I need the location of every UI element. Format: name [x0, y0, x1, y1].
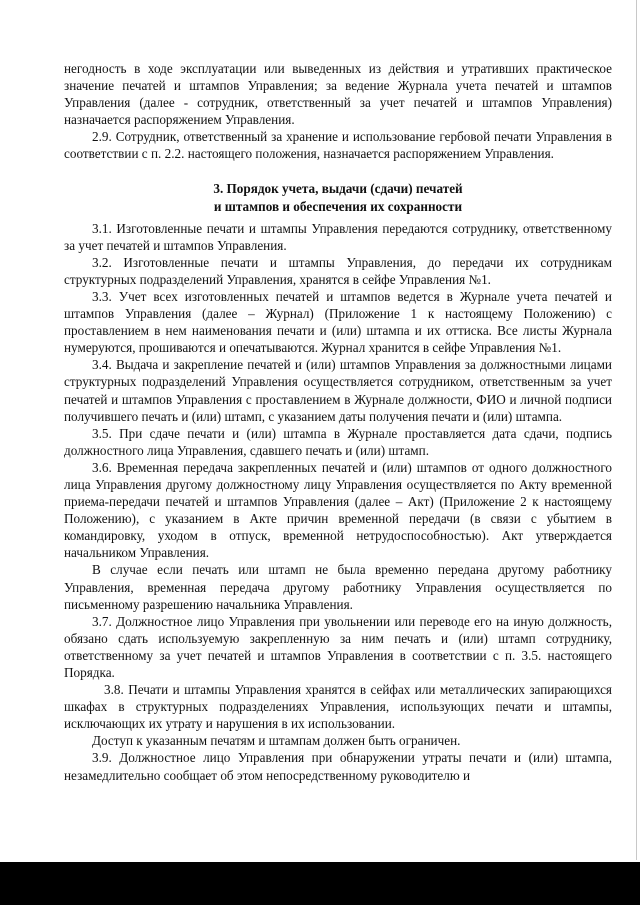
paragraph-3-6: 3.6. Временная передача закрепленных печатей и (или) штампов от одного должностного лица Управления другому должностному лицу Управления осуществляется по Акту временной приема-передачи печатей и штампов Управления (далее – Акт) (Приложение 2 к настоящему Положению), с указанием в Акте причин временной передачи (в связи с убытием в командировку, уходом в отпуск, временной нетрудоспособностью). Акт утверждается начальником Управления.: [64, 459, 612, 561]
paragraph-3-4: 3.4. Выдача и закрепление печатей и (или) штампов Управления за должностными лицами структурных подразделений Управления осуществляется сотрудником, ответственным за учет печатей и штампов Управления с проставлением в Журнале должности, ФИО и личной подписи получившего печать и (или) штамп, с указанием даты получения печати и (или) штампа.: [64, 357, 612, 424]
paragraph-3-7: 3.7. Должностное лицо Управления при увольнении или переводе его на иную должность, обязано сдать используемую закрепленную за ним печать и (или) штамп сотруднику, ответственному за учет печатей и штампов Управления в соответствии с п. 3.5. настоящего Порядка.: [64, 613, 612, 680]
scan-edge-line: [636, 0, 637, 860]
paragraph-3-9: 3.9. Должностное лицо Управления при обнаружении утраты печати и (или) штампа, незамедлительно сообщает об этом непосредственному руководителю и: [64, 750, 612, 783]
paragraph-3-8: 3.8. Печати и штампы Управления хранятся в сейфах или металлических запирающихся шкафах в структурных подразделениях Управления, использующих печати и штампы, исключающих их утрату и нарушения в их использовании.: [64, 682, 612, 732]
section-heading: [64, 180, 612, 216]
section-heading-line1: 3. Порядок учета, выдачи (сдачи) печатей: [213, 180, 463, 196]
paragraph-3-5: 3.5. При сдаче печати и (или) штампа в Журнале проставляется дата сдачи, подпись должностного лица Управления, сдавшего печать и (или) штамп.: [64, 425, 612, 458]
paragraph-access: Доступ к указанным печатям и штампам должен быть ограничен.: [92, 733, 461, 749]
section-heading-line2: и штампов и обеспечения их сохранности: [213, 198, 463, 214]
document-body: [64, 60, 612, 784]
paragraph-3-2: 3.2. Изготовленные печати и штампы Управления, до передачи их сотрудникам структурных подразделений Управления, хранятся в сейфе Управления №1.: [64, 254, 612, 287]
paragraph-3-3: 3.3. Учет всех изготовленных печатей и штампов ведется в Журнале учета печатей и штампов Управления (далее – Журнал) (Приложение 1 к настоящему Положению) с проставлением в нем наименования печати и (или) штампа и их оттиска. Все листы Журнала нумеруются, прошиваются и опечатываются. Журнал хранится в сейфе Управления №1.: [64, 288, 612, 356]
paragraph: негодность в ходе эксплуатации или выведенных из действия и утративших практическое значение печатей и штампов Управления; за ведение Журнала учета печатей и штампов Управления (далее - сотрудник, ответственный за учет печатей и штампов Управления) назначается распоряжением Управления.: [64, 61, 612, 128]
paragraph-3-6-note: В случае если печать или штамп не была временно передана другому работнику Управления, временная передача другому работнику Управления осуществляется по письменному разрешению начальника Управления.: [64, 562, 612, 612]
paragraph-3-1: 3.1. Изготовленные печати и штампы Управления передаются сотруднику, ответственному за учет печатей и штампов Управления.: [64, 220, 612, 253]
scan-footer-bar: [0, 862, 640, 905]
paragraph-2-9: 2.9. Сотрудник, ответственный за хранение и использование гербовой печати Управления в соответствии с п. 2.2. настоящего положения, назначается распоряжением Управления.: [64, 129, 612, 162]
